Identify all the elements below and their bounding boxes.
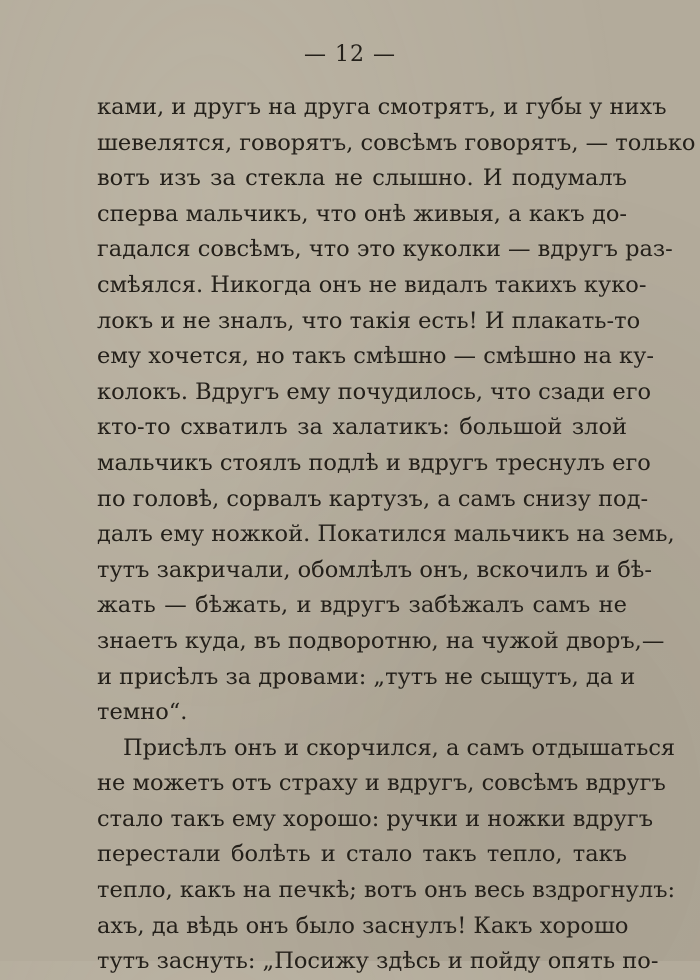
text-line: темно“. — [97, 699, 188, 726]
text-line: гадался совсѣмъ, что это куколки — вдругъ раз- — [97, 236, 673, 263]
text-line: смѣялся. Никогда онъ не видалъ такихъ куко- — [97, 271, 647, 298]
text-line: мальчикъ стоялъ подлѣ и вдругъ треснулъ его — [97, 449, 651, 476]
text-line: ахъ, да вѣдь онъ было заснулъ! Какъ хорошо — [97, 912, 629, 939]
text-line: кто-то схватилъ за халатикъ: большой злой — [97, 414, 627, 441]
text-line: колокъ. Вдругъ ему почудилось, что сзади его — [97, 378, 652, 405]
text-line: тутъ заснуть: „Посижу здѣсь и пойду опять по- — [97, 948, 659, 975]
text-line: и присѣлъ за дровами: „тутъ не сыщутъ, да и — [97, 663, 636, 690]
text-line: не можетъ отъ страху и вдругъ, совсѣмъ вдругъ — [97, 770, 666, 797]
text-line: стало такъ ему хорошо: ручки и ножки вдругъ — [97, 805, 654, 832]
text-line: жать — бѣжать, и вдругъ забѣжалъ самъ не — [97, 592, 627, 619]
text-line: шевелятся, говорятъ, совсѣмъ говорятъ, — только — [97, 129, 696, 156]
text-line: знаетъ куда, въ подворотню, на чужой дворъ,— — [97, 627, 665, 654]
text-line: тепло, какъ на печкѣ; вотъ онъ весь вздрогнулъ: — [97, 877, 676, 904]
text-line: ему хочется, но такъ смѣшно — смѣшно на ку- — [97, 343, 654, 370]
text-line: перестали болѣть и стало такъ тепло, такъ — [97, 841, 627, 868]
text-line: далъ ему ножкой. Покатился мальчикъ на земь, — [97, 521, 675, 548]
text-line: Присѣлъ онъ и скорчился, а самъ отдышаться — [123, 734, 676, 761]
page-number: — 12 — — [304, 42, 396, 67]
text-line: вотъ изъ за стекла не слышно. И подумалъ — [97, 165, 627, 192]
text-line: ками, и другъ на друга смотрятъ, и губы у нихъ — [97, 94, 667, 120]
text-line: тутъ закричали, обомлѣлъ онъ, вскочилъ и бѣ- — [97, 556, 652, 583]
paragraph-2 — [97, 731, 676, 980]
paragraph-1 — [97, 90, 696, 731]
text-line: локъ и не зналъ, что такія есть! И плакать-то — [97, 307, 641, 334]
text-line: сперва мальчикъ, что онѣ живыя, а какъ до- — [97, 200, 627, 227]
body-text — [97, 90, 696, 980]
text-line: по головѣ, сорвалъ картузъ, а самъ снизу под- — [97, 485, 649, 512]
